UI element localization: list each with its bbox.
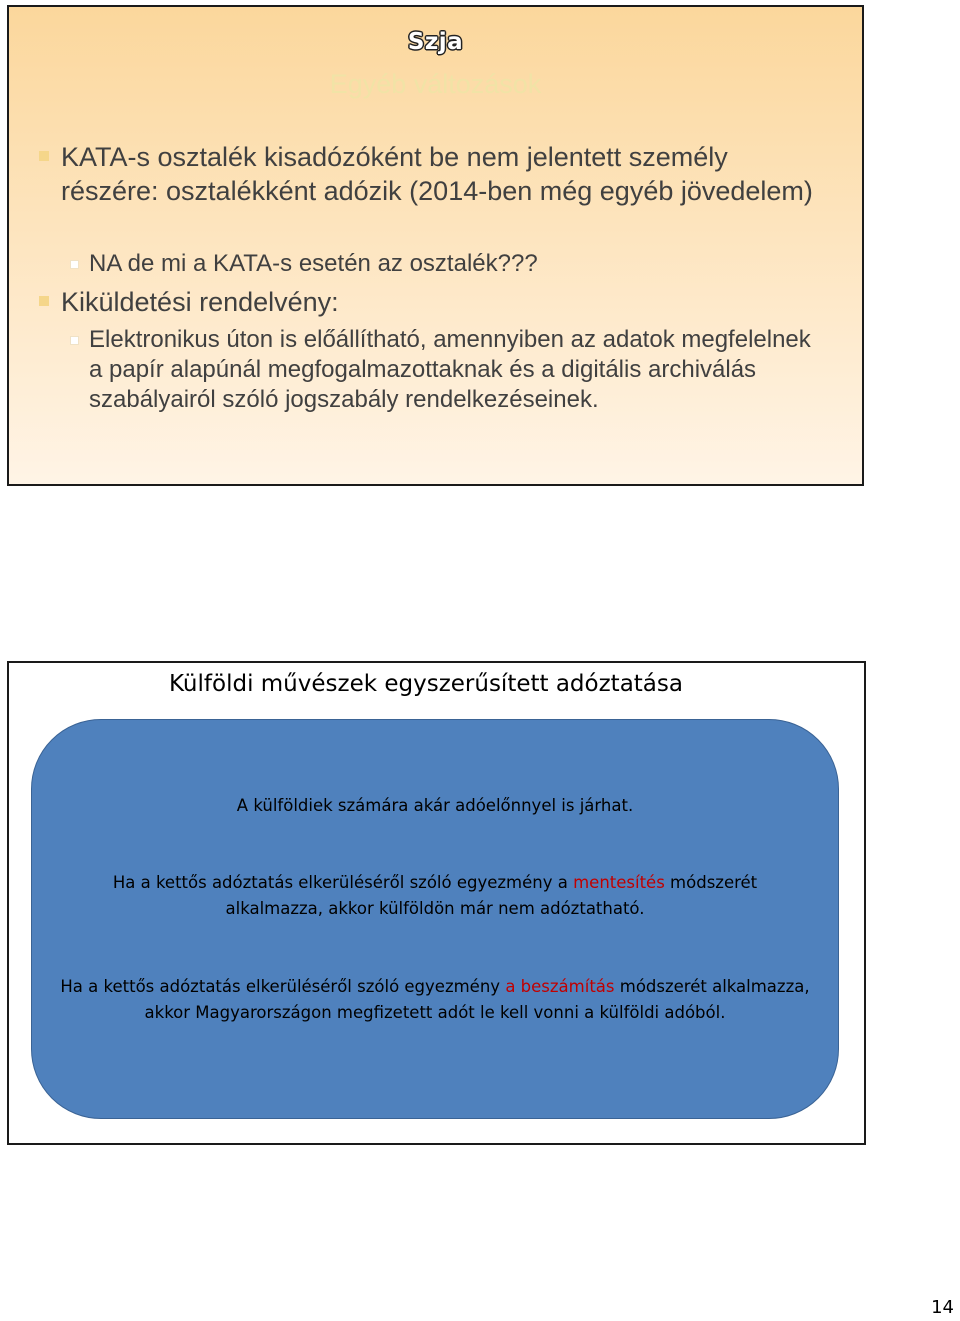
paragraph-3-text-a: Ha a kettős adóztatás elkerüléséről szóló egyezmény xyxy=(60,977,506,996)
square-bullet-icon xyxy=(39,296,49,306)
paragraph-2-text-a: Ha a kettős adóztatás elkerüléséről szóló egyezmény a xyxy=(112,873,574,892)
highlight-beszamitas: a beszámítás xyxy=(505,977,615,996)
bullet-text: Elektronikus úton is előállítható, amennyiben az adatok megfelelnek a papír alapúnál megfogalmazottaknak és a digitális archiválás szabályairól szóló jogszabály rendelkezéseinek. xyxy=(89,326,811,413)
bullet-item xyxy=(61,140,821,208)
bullet-item xyxy=(61,285,821,319)
slide-2-title: Külföldi művészek egyszerűsített adóztatása xyxy=(169,671,683,697)
paragraph-3-text-b: módszerét alkalmazza, akkor Magyarországon megfizetett adót le kell vonni a külföldi adóból. xyxy=(144,977,810,1022)
slide-1 xyxy=(7,5,864,486)
content-box xyxy=(31,719,839,1119)
square-bullet-icon xyxy=(39,151,49,161)
square-bullet-icon xyxy=(70,336,79,345)
paragraph-3 xyxy=(32,974,838,1026)
bullet-item xyxy=(89,249,829,279)
slide-1-title: Szja xyxy=(407,29,464,55)
bullet-item xyxy=(89,325,829,415)
paragraph-2-text-b: módszerét alkalmazza, akkor külföldön már nem adóztatható. xyxy=(225,873,758,918)
slide-2 xyxy=(7,661,866,1145)
page-number: 14 xyxy=(931,1297,954,1318)
paragraph-1: A külföldiek számára akár adóelőnnyel is járhat. xyxy=(236,796,634,815)
highlight-mentesites: mentesítés xyxy=(573,873,665,892)
slide-1-subtitle: Egyéb változások xyxy=(329,69,542,99)
bullet-text: NA de mi a KATA-s esetén az osztalék??? xyxy=(89,250,538,277)
bullet-text: KATA-s osztalék kisadózóként be nem jelentett személy részére: osztalékként adózik (2014-ben még egyéb jövedelem) xyxy=(61,142,813,206)
paragraph-2 xyxy=(32,870,838,922)
square-bullet-icon xyxy=(70,260,79,269)
bullet-text: Kiküldetési rendelvény: xyxy=(61,287,339,317)
